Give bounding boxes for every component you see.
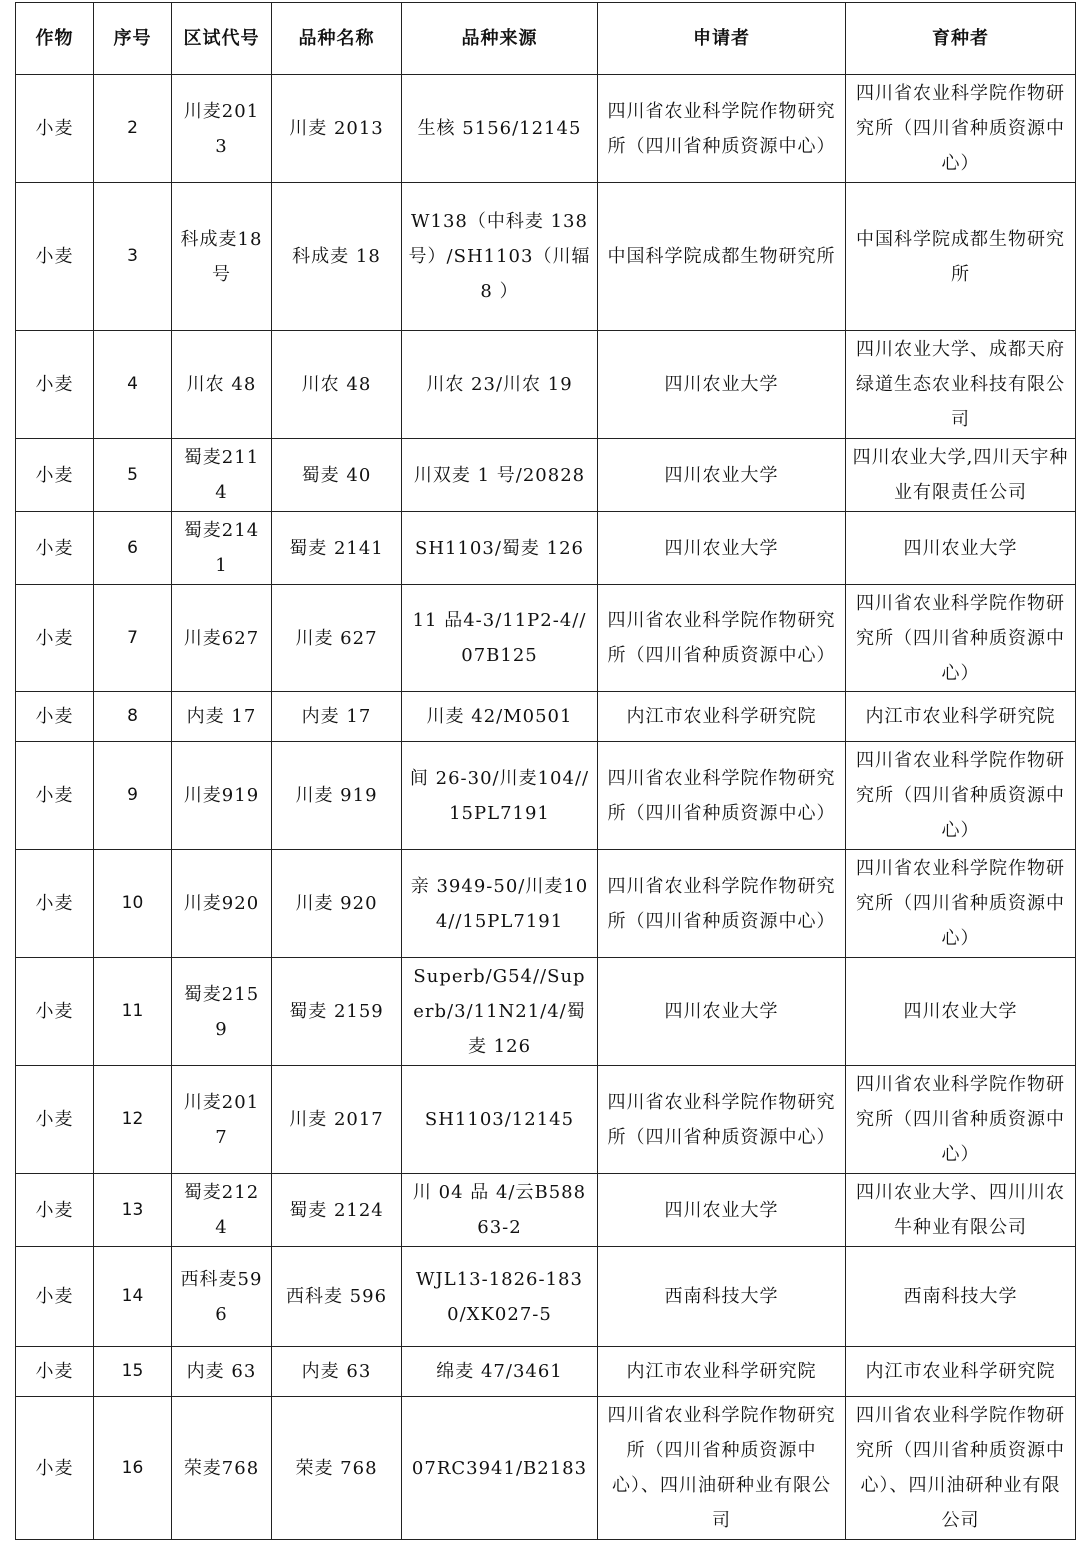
- cell-breeder: 中国科学院成都生物研究所: [846, 183, 1076, 331]
- cell-trial-code: 科成麦18 号: [172, 183, 272, 331]
- cell-breeder: 四川省农业科学院作物研究所（四川省种质资源中心）: [846, 75, 1076, 183]
- cell-crop: 小麦: [16, 331, 94, 439]
- cell-variety-source: 川麦 42/M0501: [402, 692, 598, 742]
- cell-breeder: 四川省农业科学院作物研究所（四川省种质资源中心）: [846, 850, 1076, 958]
- cell-trial-code: 川麦2017: [172, 1066, 272, 1174]
- cell-variety-source: W138（中科麦 138 号）/SH1103（川辐 8 ）: [402, 183, 598, 331]
- cell-serial: 9: [94, 742, 172, 850]
- cell-serial: 6: [94, 512, 172, 585]
- cell-trial-code: 川麦2013: [172, 75, 272, 183]
- cell-variety-name: 川麦 919: [272, 742, 402, 850]
- cell-trial-code: 川农 48: [172, 331, 272, 439]
- cell-serial: 15: [94, 1347, 172, 1397]
- table-header-row: [16, 3, 1076, 75]
- cell-applicant: 四川省农业科学院作物研究所（四川省种质资源中心）: [598, 1066, 846, 1174]
- cell-variety-name: 内麦 17: [272, 692, 402, 742]
- cell-breeder: 四川农业大学: [846, 958, 1076, 1066]
- cell-trial-code: 川麦919: [172, 742, 272, 850]
- cell-crop: 小麦: [16, 183, 94, 331]
- cell-serial: 13: [94, 1174, 172, 1247]
- cell-breeder: 四川省农业科学院作物研究所（四川省种质资源中心）: [846, 585, 1076, 692]
- table-row: [16, 1066, 1076, 1174]
- cell-variety-source: 川农 23/川农 19: [402, 331, 598, 439]
- cell-trial-code: 川麦627: [172, 585, 272, 692]
- cell-serial: 2: [94, 75, 172, 183]
- cell-applicant: 四川农业大学: [598, 958, 846, 1066]
- table-row: [16, 183, 1076, 331]
- cell-crop: 小麦: [16, 585, 94, 692]
- cell-crop: 小麦: [16, 958, 94, 1066]
- cell-crop: 小麦: [16, 1066, 94, 1174]
- cell-applicant: 四川省农业科学院作物研究所（四川省种质资源中心）: [598, 850, 846, 958]
- cell-variety-source: Superb/G54//Superb/3/11N21/4/蜀麦 126: [402, 958, 598, 1066]
- cell-variety-source: 绵麦 47/3461: [402, 1347, 598, 1397]
- cell-variety-name: 科成麦 18: [272, 183, 402, 331]
- cell-variety-name: 蜀麦 40: [272, 439, 402, 512]
- cell-serial: 5: [94, 439, 172, 512]
- cell-trial-code: 荣麦768: [172, 1397, 272, 1540]
- cell-variety-name: 蜀麦 2141: [272, 512, 402, 585]
- table-row: [16, 1247, 1076, 1347]
- table-row: [16, 958, 1076, 1066]
- cell-applicant: 四川省农业科学院作物研究所（四川省种质资源中心）、四川油研种业有限公司: [598, 1397, 846, 1540]
- header-variety-name: 品种名称: [272, 3, 402, 75]
- cell-variety-source: SH1103/12145: [402, 1066, 598, 1174]
- table-row: [16, 742, 1076, 850]
- cell-serial: 11: [94, 958, 172, 1066]
- cell-variety-name: 西科麦 596: [272, 1247, 402, 1347]
- header-variety-source: 品种来源: [402, 3, 598, 75]
- cell-breeder: 四川省农业科学院作物研究所（四川省种质资源中心）: [846, 742, 1076, 850]
- cell-breeder: 内江市农业科学研究院: [846, 692, 1076, 742]
- cell-variety-name: 川麦 627: [272, 585, 402, 692]
- header-serial: 序号: [94, 3, 172, 75]
- cell-serial: 14: [94, 1247, 172, 1347]
- cell-applicant: 四川农业大学: [598, 512, 846, 585]
- table-row: [16, 1347, 1076, 1397]
- header-trial-code: 区试代号: [172, 3, 272, 75]
- cell-serial: 3: [94, 183, 172, 331]
- cell-applicant: 四川农业大学: [598, 331, 846, 439]
- table-row: [16, 585, 1076, 692]
- cell-variety-name: 蜀麦 2159: [272, 958, 402, 1066]
- cell-variety-source: WJL13-1826-1830/XK027-5: [402, 1247, 598, 1347]
- cell-breeder: 西南科技大学: [846, 1247, 1076, 1347]
- cell-trial-code: 川麦920: [172, 850, 272, 958]
- cell-breeder: 四川农业大学、成都天府绿道生态农业科技有限公司: [846, 331, 1076, 439]
- cell-variety-name: 蜀麦 2124: [272, 1174, 402, 1247]
- cell-applicant: 四川省农业科学院作物研究所（四川省种质资源中心）: [598, 585, 846, 692]
- cell-breeder: 四川农业大学: [846, 512, 1076, 585]
- cell-trial-code: 西科麦596: [172, 1247, 272, 1347]
- table-row: [16, 512, 1076, 585]
- table-row: [16, 439, 1076, 512]
- cell-serial: 4: [94, 331, 172, 439]
- table-row: [16, 75, 1076, 183]
- cell-applicant: 西南科技大学: [598, 1247, 846, 1347]
- cell-variety-source: 11 品4-3/11P2-4//07B125: [402, 585, 598, 692]
- cell-crop: 小麦: [16, 1347, 94, 1397]
- cell-trial-code: 内麦 63: [172, 1347, 272, 1397]
- cell-variety-source: 07RC3941/B2183: [402, 1397, 598, 1540]
- cell-breeder: 内江市农业科学研究院: [846, 1347, 1076, 1397]
- cell-variety-source: 亲 3949-50/川麦104//15PL7191: [402, 850, 598, 958]
- table-row: [16, 331, 1076, 439]
- cell-breeder: 四川农业大学,四川天宇种业有限责任公司: [846, 439, 1076, 512]
- variety-table: [15, 2, 1076, 1540]
- cell-breeder: 四川省农业科学院作物研究所（四川省种质资源中心）、四川油研种业有限公司: [846, 1397, 1076, 1540]
- table-row: [16, 1174, 1076, 1247]
- header-crop: 作物: [16, 3, 94, 75]
- cell-trial-code: 内麦 17: [172, 692, 272, 742]
- cell-applicant: 四川省农业科学院作物研究所（四川省种质资源中心）: [598, 742, 846, 850]
- cell-crop: 小麦: [16, 1247, 94, 1347]
- cell-variety-source: 生核 5156/12145: [402, 75, 598, 183]
- cell-applicant: 四川省农业科学院作物研究所（四川省种质资源中心）: [598, 75, 846, 183]
- cell-applicant: 四川农业大学: [598, 439, 846, 512]
- cell-crop: 小麦: [16, 692, 94, 742]
- cell-crop: 小麦: [16, 439, 94, 512]
- cell-crop: 小麦: [16, 1174, 94, 1247]
- cell-serial: 7: [94, 585, 172, 692]
- cell-trial-code: 蜀麦2114: [172, 439, 272, 512]
- cell-applicant: 内江市农业科学研究院: [598, 1347, 846, 1397]
- cell-variety-name: 川麦 2017: [272, 1066, 402, 1174]
- cell-serial: 16: [94, 1397, 172, 1540]
- header-breeder: 育种者: [846, 3, 1076, 75]
- cell-variety-name: 川麦 920: [272, 850, 402, 958]
- table-row: [16, 692, 1076, 742]
- cell-trial-code: 蜀麦2159: [172, 958, 272, 1066]
- cell-crop: 小麦: [16, 850, 94, 958]
- cell-crop: 小麦: [16, 512, 94, 585]
- cell-variety-name: 川农 48: [272, 331, 402, 439]
- cell-crop: 小麦: [16, 742, 94, 850]
- cell-trial-code: 蜀麦2124: [172, 1174, 272, 1247]
- cell-serial: 12: [94, 1066, 172, 1174]
- table-row: [16, 850, 1076, 958]
- cell-applicant: 内江市农业科学研究院: [598, 692, 846, 742]
- header-applicant: 申请者: [598, 3, 846, 75]
- cell-variety-source: 川 04 品 4/云B58863-2: [402, 1174, 598, 1247]
- cell-variety-source: SH1103/蜀麦 126: [402, 512, 598, 585]
- cell-variety-source: 间 26-30/川麦104//15PL7191: [402, 742, 598, 850]
- cell-serial: 8: [94, 692, 172, 742]
- cell-serial: 10: [94, 850, 172, 958]
- cell-crop: 小麦: [16, 75, 94, 183]
- cell-variety-source: 川双麦 1 号/20828: [402, 439, 598, 512]
- cell-breeder: 四川农业大学、四川川农牛种业有限公司: [846, 1174, 1076, 1247]
- table-row: [16, 1397, 1076, 1540]
- cell-crop: 小麦: [16, 1397, 94, 1540]
- cell-variety-name: 内麦 63: [272, 1347, 402, 1397]
- cell-breeder: 四川省农业科学院作物研究所（四川省种质资源中心）: [846, 1066, 1076, 1174]
- cell-trial-code: 蜀麦2141: [172, 512, 272, 585]
- cell-applicant: 中国科学院成都生物研究所: [598, 183, 846, 331]
- cell-variety-name: 荣麦 768: [272, 1397, 402, 1540]
- cell-variety-name: 川麦 2013: [272, 75, 402, 183]
- cell-applicant: 四川农业大学: [598, 1174, 846, 1247]
